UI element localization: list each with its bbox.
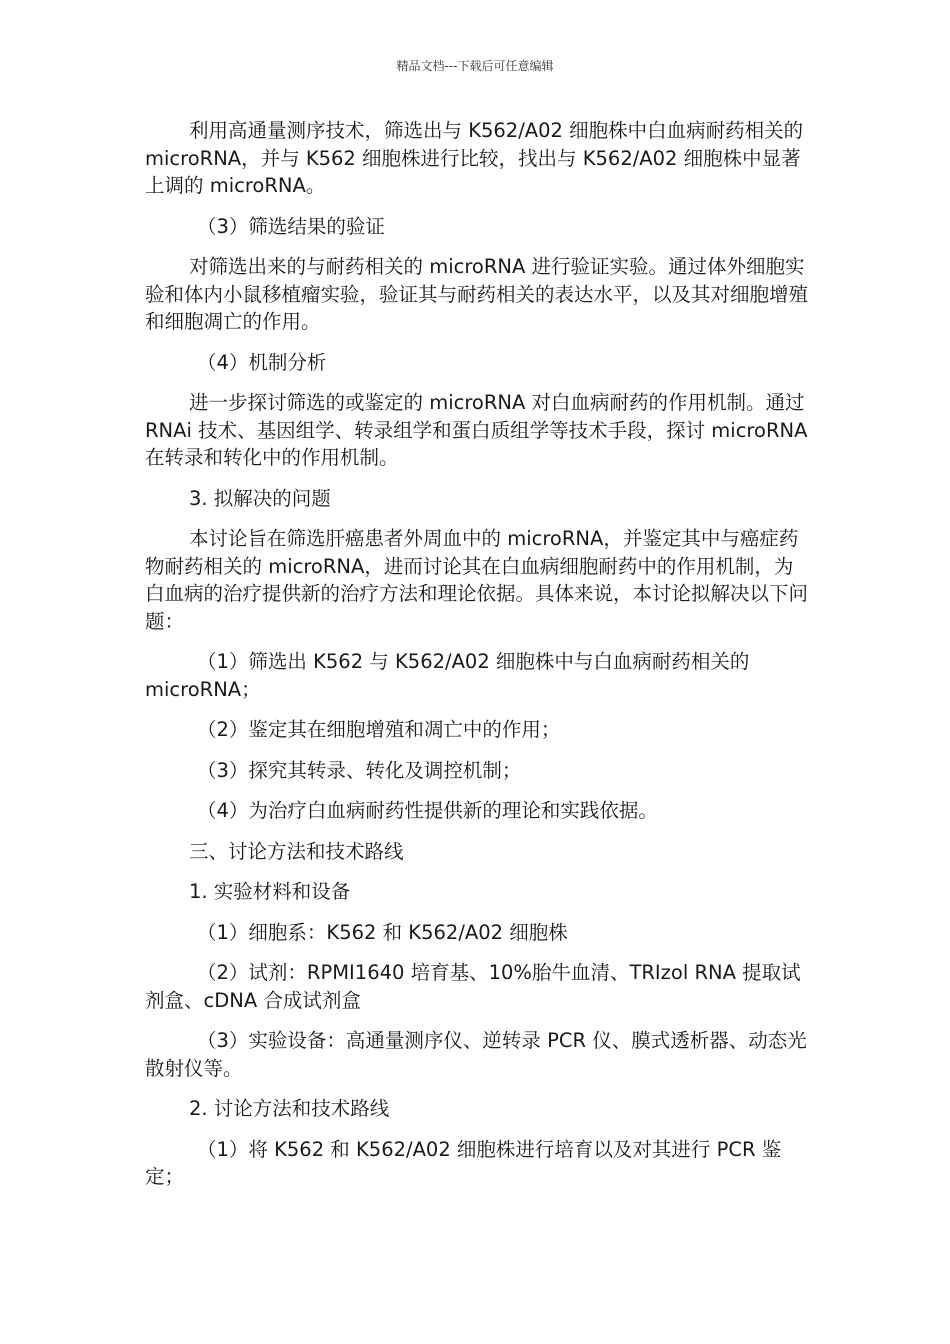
page-header: 精品文档---下载后可任意编辑 — [396, 59, 554, 73]
list-item: （1）筛选出 K562 与 K562/A02 细胞株中与白血病耐药相关的 microRNA； — [145, 650, 756, 701]
paragraph: 对筛选出来的与耐药相关的 microRNA 进行验证实验。通过体外细胞实验和体内小鼠移植瘤实验，验证其与耐药相关的表达水平，以及其对细胞增殖和细胞凋亡的作用。 — [145, 255, 809, 333]
section-heading: 1. 实验材料和设备 — [189, 880, 351, 903]
subsection-heading: （3）筛选结果的验证 — [197, 214, 385, 238]
list-item: （3）实验设备：高通量测序仪、逆转录 PCR 仪、膜式透析器、动态光散射仪等。 — [145, 1029, 807, 1080]
document-body — [145, 117, 814, 1204]
subsection-heading: （4）机制分析 — [197, 350, 327, 374]
paragraph: 利用高通量测序技术，筛选出与 K562/A02 细胞株中白血病耐药相关的 microRNA，并与 K562 细胞株进行比较，找出与 K562/A02 细胞株中显著上调的 microRNA。 — [145, 119, 810, 197]
list-item: （2）试剂：RPMI1640 培育基、10%胎牛血清、TRIzol RNA 提取试剂盒、cDNA 合成试剂盒 — [145, 961, 801, 1012]
paragraph: 进一步探讨筛选的或鉴定的 microRNA 对白血病耐药的作用机制。通过 RNAi 技术、基因组学、转录组学和蛋白质组学等技术手段，探讨 microRNA 在转录和转化中的作用机制。 — [145, 391, 814, 469]
section-heading: 三、讨论方法和技术路线 — [189, 839, 404, 863]
section-heading: 2. 讨论方法和技术路线 — [189, 1097, 390, 1120]
list-item: （4）为治疗白血病耐药性提供新的理论和实践依据。 — [197, 799, 658, 822]
list-item: （3）探究其转录、转化及调控机制； — [197, 758, 522, 782]
list-item: （2）鉴定其在细胞增殖和凋亡中的作用； — [197, 718, 561, 741]
list-item: （1）将 K562 和 K562/A02 细胞株进行培育以及对其进行 PCR 鉴定； — [145, 1137, 782, 1188]
section-heading: 3. 拟解决的问题 — [189, 486, 331, 510]
paragraph: 本讨论旨在筛选肝癌患者外周血中的 microRNA，并鉴定其中与癌症药物耐药相关的 microRNA，进而讨论其在白血病细胞耐药中的作用机制，为白血病的治疗提供新的治疗方法和理论依据。具体来说，本讨论拟解决以下问题： — [145, 527, 809, 633]
list-item: （1）细胞系：K562 和 K562/A02 细胞株 — [197, 920, 568, 944]
